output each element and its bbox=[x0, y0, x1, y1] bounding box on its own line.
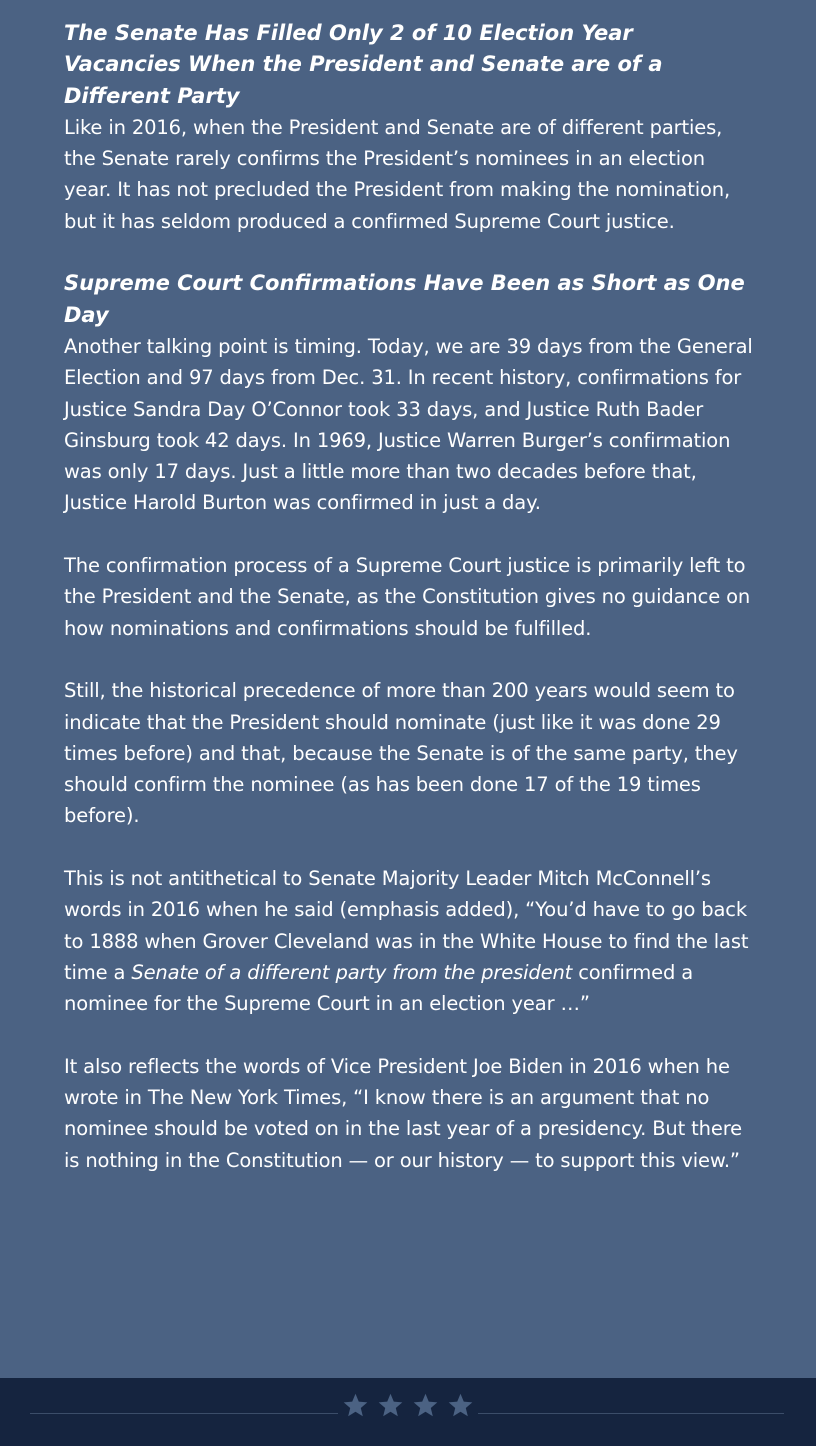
section-heading-confirmations: Supreme Court Confirmations Have Been as Short as One Day bbox=[64, 271, 745, 327]
paragraph-spacer bbox=[64, 644, 756, 675]
paragraph-timing: Another talking point is timing. Today, we are 39 days from the General Election and 97 days from Dec. 31. In recent history, confirmations for Justice Sandra Day O’Connor took 33 days, and Justice Ruth Bader Ginsburg took 42 days. In 1969, Justice Warren Burger’s confirmation was only 17 days. Just a little more than two decades before that, Justice Harold Burton was confirmed in just a day. bbox=[64, 334, 753, 515]
paragraph-process: The confirmation process of a Supreme Court justice is primarily left to the President and the Senate, as the Constitution gives no guidance on how nominations and confirmations should be fulfilled. bbox=[64, 554, 751, 640]
footer-divider-right bbox=[478, 1413, 784, 1414]
star-icon bbox=[342, 1392, 369, 1419]
star-icon bbox=[377, 1392, 404, 1419]
quote-emphasis: Senate of a different party from the president bbox=[131, 960, 573, 984]
quote-text-end: confirmed a nominee for the Supreme Court in an election year …” bbox=[64, 960, 694, 1016]
paragraph-spacer bbox=[64, 519, 756, 550]
paragraph-biden-quote: It also reflects the words of Vice President Joe Biden in 2016 when he wrote in The New York Times, “I know there is an argument that no nominee should be voted on in the last year of a presidency. But there is nothing in the Constitution — or our history — to support this view.” bbox=[64, 1054, 743, 1172]
paragraph-precedence: Still, the historical precedence of more than 200 years would seem to indicate that the President should nominate (just like it was done 29 times before) and that, because the Senate is of the same party, they should confirm the nominee (as has been done 17 of the 19 times before). bbox=[64, 679, 738, 828]
page-footer bbox=[0, 1378, 816, 1446]
section-heading-vacancies: The Senate Has Filled Only 2 of 10 Election Year Vacancies When the President and Senate are of a Different Party bbox=[64, 21, 663, 108]
quote-text-start: This is not antithetical to Senate Majority Leader Mitch McConnell’s words in 2016 when he said (emphasis added), “You’d have to go back to 1888 when Grover Cleveland was in the White House to find the last time a bbox=[64, 867, 749, 984]
article-body bbox=[64, 18, 756, 1176]
paragraph-vacancies: Like in 2016, when the President and Senate are of different parties, the Senate rarely confirms the President’s nominees in an election year. It has not precluded the President from making the nomination, but it has seldom produced a confirmed Supreme Court justice. bbox=[64, 115, 731, 233]
paragraph-spacer bbox=[64, 1020, 756, 1051]
footer-divider-left bbox=[30, 1413, 338, 1414]
paragraph-mcconnell-quote bbox=[64, 863, 756, 1019]
footer-stars bbox=[338, 1392, 478, 1432]
paragraph-spacer bbox=[64, 237, 756, 268]
star-icon bbox=[447, 1392, 474, 1419]
paragraph-spacer bbox=[64, 832, 756, 863]
star-icon bbox=[412, 1392, 439, 1419]
